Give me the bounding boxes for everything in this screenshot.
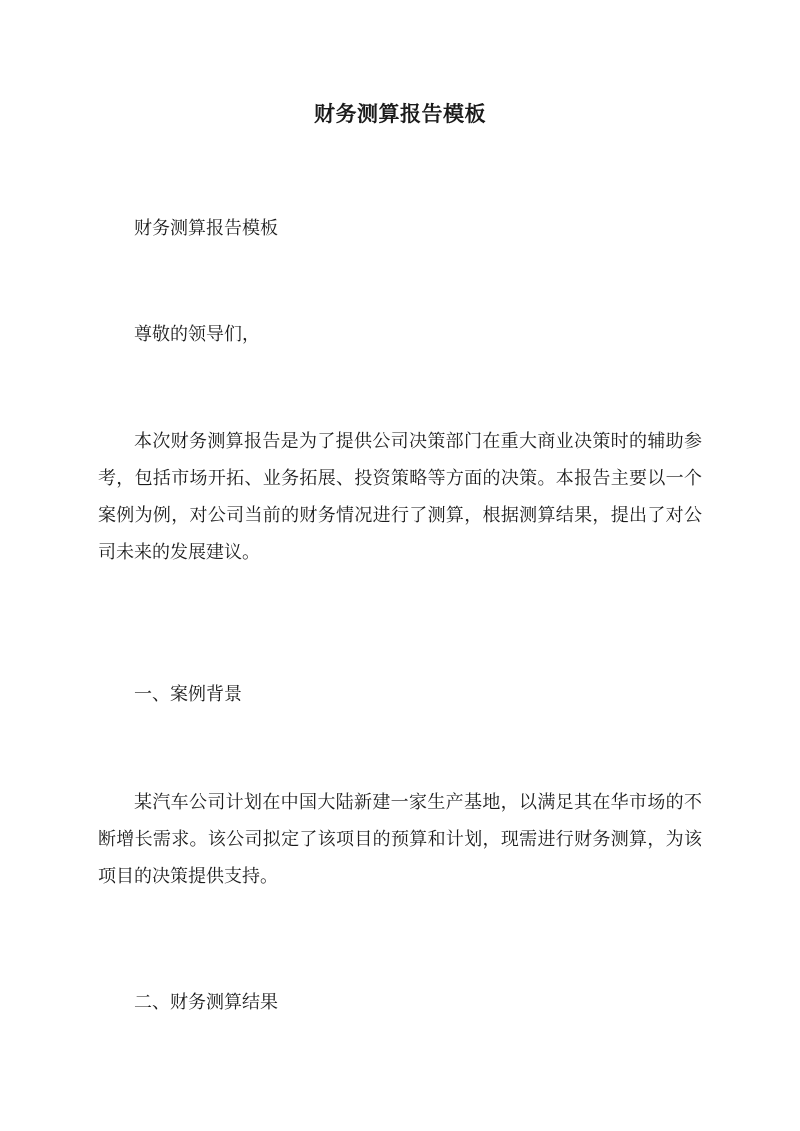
document-title: 财务测算报告模板 — [314, 101, 486, 126]
intro-paragraph: 本次财务测算报告是为了提供公司决策部门在重大商业决策时的辅助参考，包括市场开拓、业务拓展、投资策略等方面的决策。本报告主要以一个案例为例，对公司当前的财务情况进行了测算，根据测算结果，提出了对公司未来的发展建议。 — [98, 431, 702, 563]
background-paragraph: 某汽车公司计划在中国大陆新建一家生产基地，以满足其在华市场的不断增长需求。该公司拟定了该项目的预算和计划，现需进行财务测算，为该项目的决策提供支持。 — [98, 792, 702, 887]
salutation-paragraph: 尊敬的领导们， — [134, 324, 260, 345]
subtitle-paragraph: 财务测算报告模板 — [134, 218, 278, 239]
section-heading-background: 一、案例背景 — [134, 684, 242, 705]
section-heading-results: 二、财务测算结果 — [134, 992, 278, 1013]
